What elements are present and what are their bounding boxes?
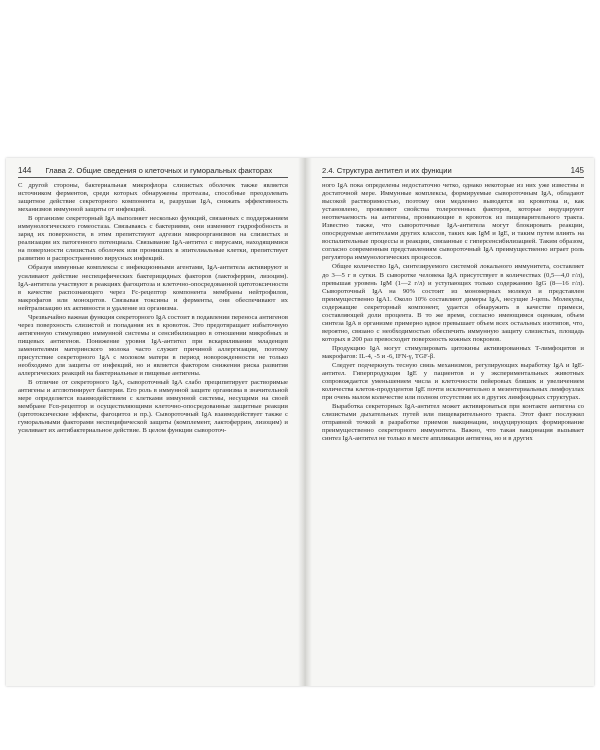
paragraph: ного IgA пока определены недостаточно четко, однако некоторые из них уже известны в достаточной мере. Иммунные комплексы, формируемые сывороточным IgA, обладают высокой растворимостью, поэтому они медленно выводятся из кровотока и, как установлено, проявляют свойства толерогенных факторов, которые индуцируют неотвечаемость на антигены, проникающие в кровоток из пищеварительного тракта. Известно также, что сывороточные IgA-антитела могут блокировать реакции, опосредуемые антителами других классов, таких как IgM и IgE, и таким путем влиять на воспалительные процессы и реакции, связанные с гиперсенсибилизацией. Таким образом, согласно современным представлениям сывороточный IgA преимущественно играет роль регулятора иммунологических процессов. xyxy=(322,182,584,262)
paragraph: Продукцию IgA могут стимулировать цитокины активированных T-лимфоцитов и макрофагов: IL-4, -5 и -6, IFN-γ, TGF-β. xyxy=(322,344,584,360)
left-page-number: 144 xyxy=(18,166,32,175)
paragraph: С другой стороны, бактериальная микрофлора слизистых оболочек также является источником ферментов, среди которых обнаружены протеазы, способные преодолевать защитное действие секреторного компонента и, разрушая IgA, снижать эффективность механизмов иммунной защиты от инфекций. xyxy=(18,182,288,214)
paragraph: В организме секреторный IgA выполняет несколько функций, связанных с поддержанием иммунологического гомеостаза. Связываясь с бактериями, они изменяют гидрофобность и заряд их поверхности, в этим препятствуют адгезии микроорганизмов на слизистых и реализации их патогенного потенциала. Связывание IgA-антител с вирусами, находящимися на поверхности слизистых оболочек или проникших в эпителиальные клетки, препятствует развитию и распространению вирусных инфекций. xyxy=(18,215,288,263)
book-gutter xyxy=(298,158,312,686)
right-body-text xyxy=(322,182,584,444)
paragraph: Общее количество IgA, синтезируемого системой локального иммунитета, составляет до 3—5 г в сутки. В сыворотке человека IgA присутствует в количествах (0,5—4,0 г/л), превышая уровень IgM (1—2 г/л) и уступающих только содержанию IgG (8—16 г/л). Сывороточный IgA на 90% состоит из мономерных молекул и представлен преимущественно IgA1. Около 10% составляют димеры IgA, несущие J-цепь. Молекулы, содержащие секреторный компонент, удается обнаружить в качестве примеси, составляющей доли процента. В то же время, согласно имеющимся оценкам, объем синтеза IgA в организме примерно вдвое превышает объем всех остальных изотипов, что, вероятно, связано с необходимостью обеспечить иммунную защиту слизистых, площадь которых в 200 раз превосходит поверхность кожных покровов. xyxy=(322,263,584,343)
paragraph: Образуя иммунные комплексы с инфекционными агентами, IgA-антитела активируют и усиливают действие неспецифических бактерицидных факторов (лактоферрин, лизоцим). IgA-антитела участвуют в реакциях фагоцитоза и клеточно-опосредованной цитотоксичности в качестве распознающего через Fc-рецептор компонента мембраны нейтрофилов, макрофагов или моноцитов. Связывая токсины и ферменты, они обеспечивают их нейтрализацию их активности и удаление из организма. xyxy=(18,264,288,312)
left-body-text xyxy=(18,182,288,435)
left-page xyxy=(18,166,288,678)
right-running-head-title: 2.4. Структура антител и их функции xyxy=(322,166,452,175)
right-page-number: 145 xyxy=(570,166,584,175)
paragraph: Следует подчеркнуть тесную связь механизмов, регулирующих выработку IgA и IgE-антител. Гиперпродукция IgE у пациентов и у экспериментальных животных сопровождается уменьшением числа и клеточности пейеровых бляшек и увеличением количества клеток-продуцентов IgE почти исключительно в мезентериальных лимфоузлах при очень малом количестве или полном отсутствии их в других лимфоидных структурах. xyxy=(322,362,584,402)
right-running-head xyxy=(322,166,584,178)
paragraph: Чрезвычайно важная функция секреторного IgA состоит в подавлении переноса антигенов через поверхность слизистой и попадания их в кровоток. Это предотвращает избыточную антигенную стимуляцию иммунной системы и сенсибилизацию в отношении микробных и пищевых антигенов. Понижение уровня IgA-антител при вскармливании младенцев заменителями материнского молока часто служит причиной аллергизации, поэтому присутствие секреторного IgA с молоком матери в период новорожденности не только необходимо для защиты от инфекций, но и является фактором снижения риска развития аллергических реакций на бактериальные и пищевые антигены. xyxy=(18,313,288,378)
paragraph: В отличие от секреторного IgA, сывороточный IgA слабо преципитирует растворимые антигены и агглютинирует бактерии. Его роль в иммунной защите организма в значительной мере определяется взаимодействием с клетками иммунной системы, несущими на своей мембране Fcα-рецептор и осуществляющими клеточно-опосредованные защитные реакции (цитотоксические эффекты, фагоцитоз и пр.). Сывороточный IgA взаимодействует также с гуморальными факторами неспецифической защиты (комплемент, лактоферрин, лизоцим) и усиливает их антибактериальное действие. В целом функции сывороточ- xyxy=(18,379,288,435)
left-running-head-title: Глава 2. Общие сведения о клеточных и гуморальных факторах xyxy=(45,166,273,175)
book-spread xyxy=(6,158,594,686)
left-running-head xyxy=(18,166,288,178)
right-page xyxy=(322,166,584,678)
paragraph: Выработка секреторных IgA-антител может активироваться при контакте антигена со слизистыми дыхательных путей или пищеварительного тракта. Этот факт послужил отправной точкой в разработке приемов вакцинации, индуцирующих формирование преимущественно секреторного иммунитета. Важно, что такая вакцинация вызывает синтез IgA-антител не только в месте аппликации антигена, но и в других xyxy=(322,403,584,443)
